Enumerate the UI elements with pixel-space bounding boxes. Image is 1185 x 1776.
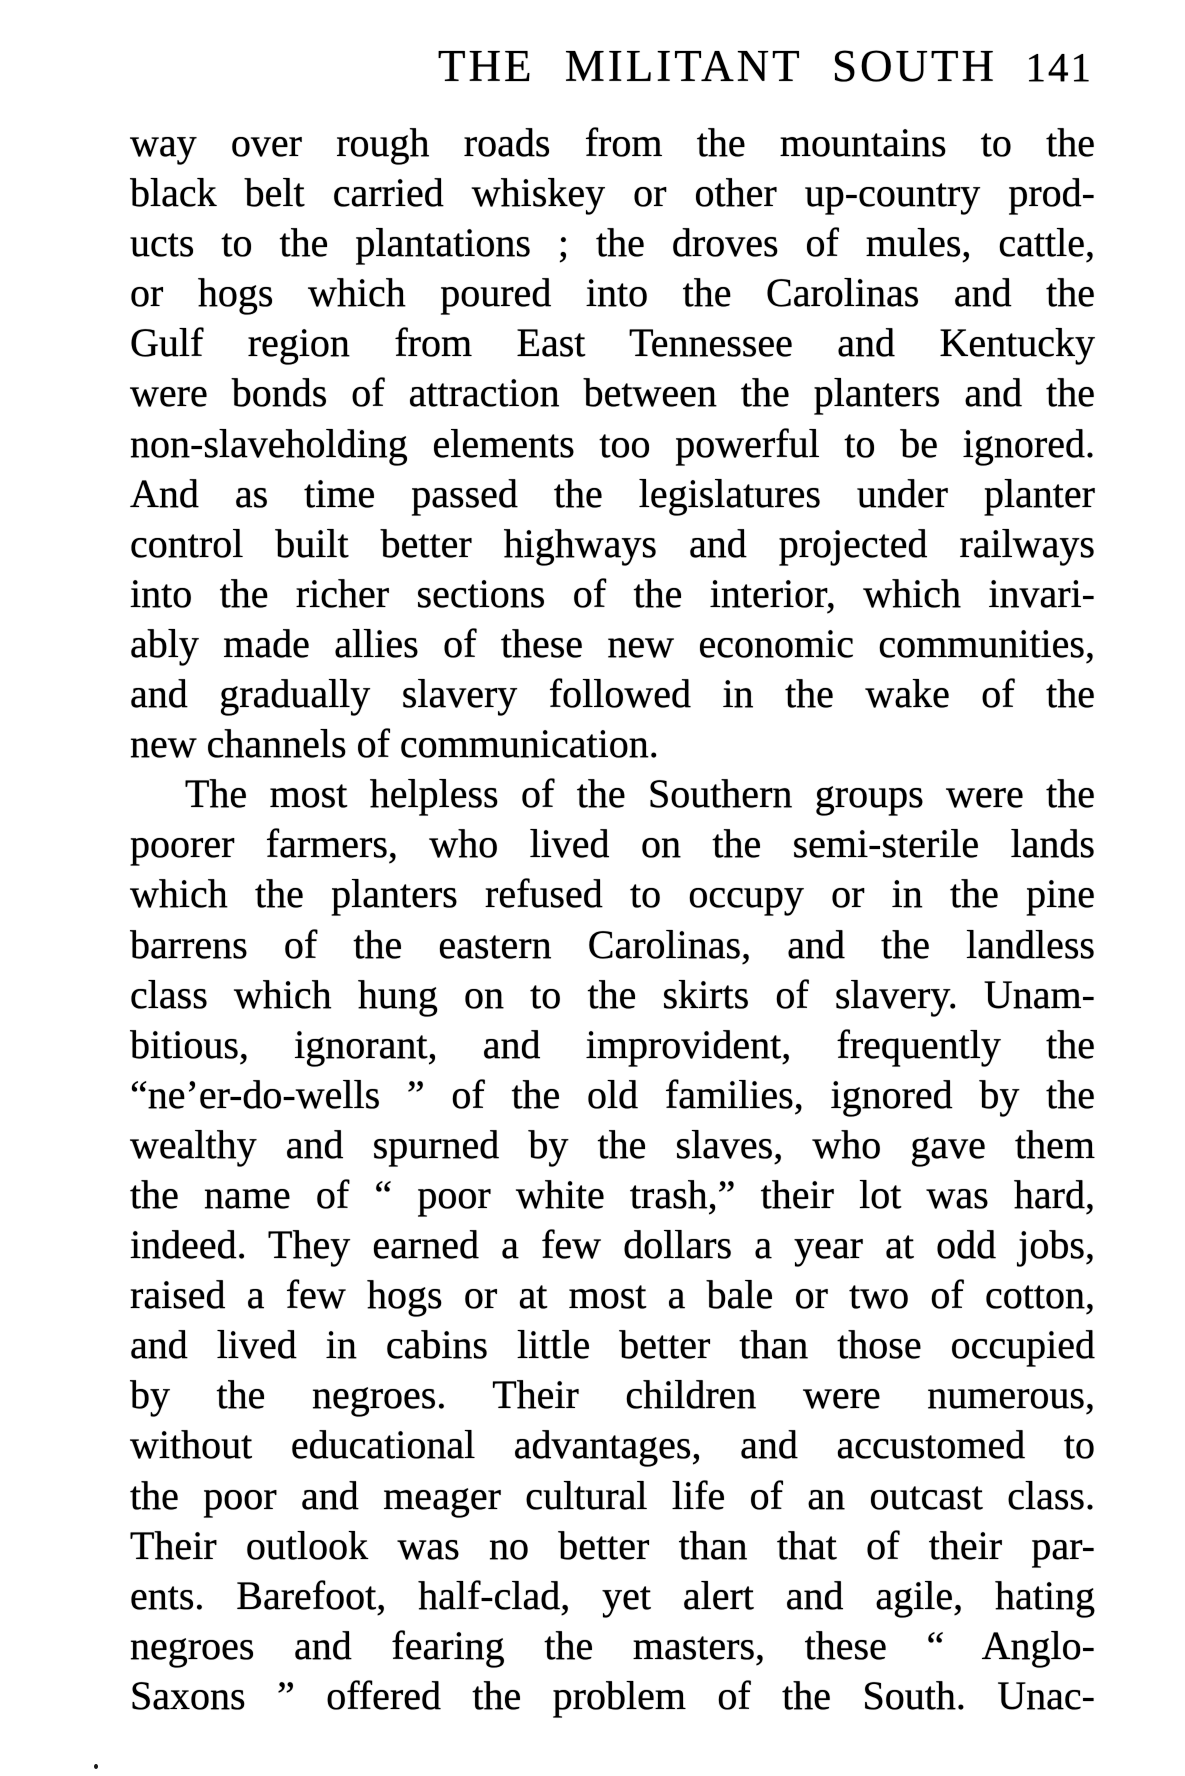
text-line: ucts to the plantations ; the droves of mules, cattle, bbox=[130, 220, 1095, 266]
text-line: poorer farmers, who lived on the semi-sterile lands bbox=[130, 821, 1095, 867]
text-line: without educational advantages, and accustomed to bbox=[130, 1422, 1095, 1468]
text-line: and lived in cabins little better than those occupied bbox=[130, 1322, 1095, 1368]
text-line: new channels of communication. bbox=[130, 721, 659, 767]
text-line: were bonds of attraction between the planters and the bbox=[130, 370, 1095, 416]
text-line: way over rough roads from the mountains to the bbox=[130, 120, 1095, 165]
text-line: the poor and meager cultural life of an outcast class. bbox=[130, 1472, 1095, 1518]
text-line: negroes and fearing the masters, these “ Anglo- bbox=[130, 1622, 1095, 1668]
text-line: And as time passed the legislatures under planter bbox=[130, 470, 1095, 516]
text-line: wealthy and spurned by the slaves, who gave them bbox=[130, 1121, 1095, 1167]
text-line: “ne’er-do-wells ” of the old families, ignored by the bbox=[130, 1071, 1095, 1117]
text-line: non-slaveholding elements too powerful to be ignored. bbox=[130, 420, 1095, 466]
text-line: barrens of the eastern Carolinas, and the landless bbox=[130, 921, 1095, 967]
text-line: Gulf region from East Tennessee and Kentucky bbox=[130, 320, 1095, 366]
text-line: control built better highways and projected railways bbox=[130, 520, 1095, 566]
page-header bbox=[130, 40, 1095, 92]
text-line: Saxons ” offered the problem of the South. Unac- bbox=[130, 1672, 1095, 1718]
text-line: Their outlook was no better than that of their par- bbox=[130, 1522, 1095, 1568]
text-line: into the richer sections of the interior, which invari- bbox=[130, 570, 1095, 616]
scan-artifact-dot bbox=[94, 1764, 98, 1769]
text-line: and gradually slavery followed in the wake of the bbox=[130, 671, 1095, 717]
page-number: 141 bbox=[1025, 44, 1093, 90]
text-line: class which hung on to the skirts of slavery. Unam- bbox=[130, 971, 1095, 1017]
text-line: raised a few hogs or at most a bale or two of cotton, bbox=[130, 1272, 1095, 1318]
text-line: which the planters refused to occupy or in the pine bbox=[130, 871, 1095, 917]
text-line: black belt carried whiskey or other up-country prod- bbox=[130, 170, 1095, 216]
text-line: by the negroes. Their children were numerous, bbox=[130, 1372, 1095, 1418]
text-line: or hogs which poured into the Carolinas and the bbox=[130, 270, 1095, 316]
text-line: the name of “ poor white trash,” their lot was hard, bbox=[130, 1171, 1095, 1217]
text-line: The most helpless of the Southern groups were the bbox=[185, 771, 1095, 817]
text-line: indeed. They earned a few dollars a year at odd jobs, bbox=[130, 1222, 1095, 1268]
text-line: bitious, ignorant, and improvident, frequently the bbox=[130, 1021, 1095, 1067]
text-line: ents. Barefoot, half-clad, yet alert and agile, hating bbox=[130, 1572, 1095, 1618]
text-block bbox=[130, 118, 1095, 1721]
text-line: ably made allies of these new economic communities, bbox=[130, 620, 1095, 666]
running-title: THE MILITANT SOUTH bbox=[438, 41, 998, 91]
